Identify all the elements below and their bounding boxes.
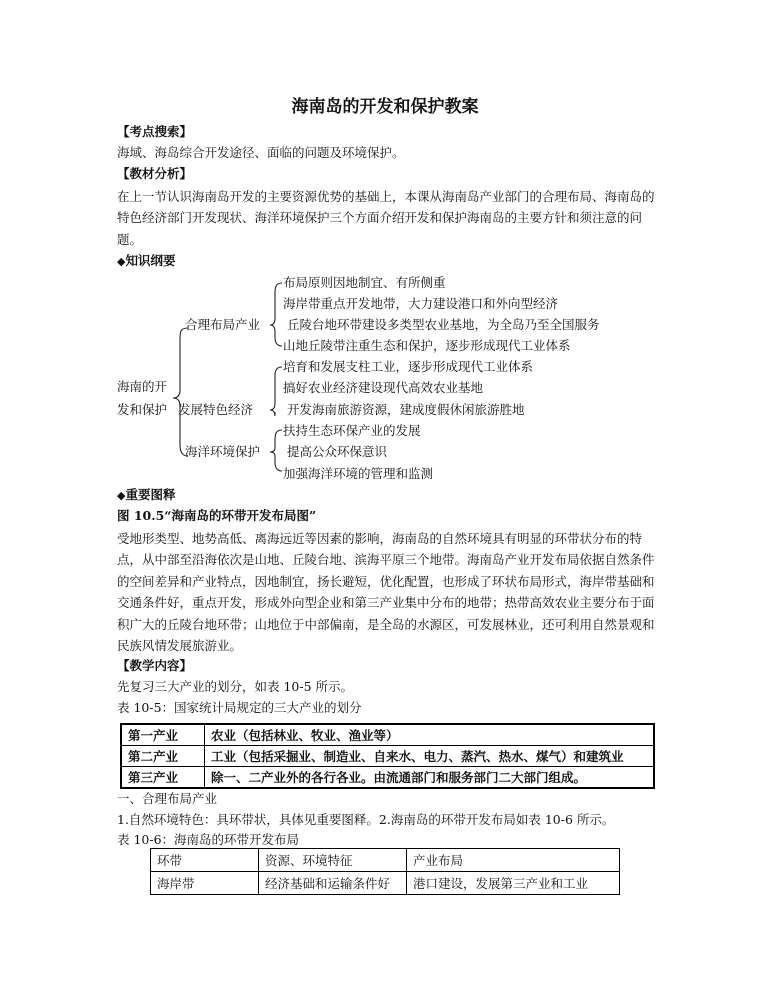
outline-item: 山地丘陵带注重生态和保护，逐步形成现代工业体系 — [283, 338, 571, 353]
outline-item: 布局原则因地制宜、有所侧重 — [283, 275, 446, 290]
table-cell: 农业（包括林业、牧业、渔业等） — [205, 724, 655, 746]
industry-table — [120, 723, 655, 789]
jiaocai-heading: 【教材分析】 — [117, 166, 193, 181]
black-diamond-icon: ◆ — [117, 255, 126, 268]
outline-item: 搞好农业经济建设现代高效农业基地 — [283, 380, 484, 395]
page-title: 海南岛的开发和保护教案 — [291, 97, 479, 117]
black-diamond-icon: ◆ — [117, 489, 126, 502]
outline-item: 开发海南旅游资源，建成度假休闲旅游胜地 — [283, 402, 525, 417]
table-row — [121, 724, 654, 746]
figure-text: 受地形类型、地势高低、离海远近等因素的影响，海南岛的自然环境具有明显的环带状分布的特点，从中部至沿海依次是山地、丘陵台地、滨海平原三个地带。海南岛产业开发布局依据自然条件的空间差异和产业特点，因地制宜，扬长避短，优化配置，也形成了环状布局形式，海岸带基础和交通条件好，重点开发，形成外向型企业和第三产业集中分布的地带；热带高效农业主要分布于面积广大的丘陵台地环带；山地位于中部偏南，是全岛的水源区，可发展林业，还可利用自然景观和民族风情发展旅游业。 — [117, 531, 655, 654]
zhishi-heading-label: 知识纲要 — [125, 253, 176, 268]
neirong-text: 先复习三大产业的划分，如表 10-5 所示。 — [117, 679, 354, 694]
outline-item: 培育和发展支柱工业，逐步形成现代工业体系 — [283, 359, 534, 374]
table2-caption: 表 10-6：海南岛的环带开发布局 — [117, 832, 300, 847]
outline-branch-label: 合理布局产业 — [185, 317, 261, 332]
outline-item: 提高公众环保意识 — [283, 444, 387, 459]
outline-branch-label: 海洋环境保护 — [185, 444, 261, 459]
table-header-row — [151, 849, 620, 872]
table-row — [121, 767, 654, 789]
figure-caption: 图 10.5“海南岛的环带开发布局图” — [117, 508, 317, 523]
table1-caption: 表 10-5：国家统计局规定的三大产业的划分 — [117, 700, 362, 715]
table-cell: 经济基础和运输条件好 — [259, 872, 407, 895]
outline-root-line1: 海南的开 — [117, 379, 168, 394]
tujie-heading — [117, 485, 175, 506]
zone-layout-table — [150, 848, 620, 895]
table-header-cell: 产业布局 — [407, 849, 620, 872]
neirong-heading: 【教学内容】 — [117, 658, 193, 673]
table-cell: 第三产业 — [121, 767, 205, 789]
table-row — [121, 746, 654, 767]
subsection-heading: 一、合理布局产业 — [117, 791, 218, 806]
outline-item: 丘陵台地环带建设多类型农业基地，为全岛乃至全国服务 — [283, 317, 600, 332]
jiaocai-text: 在上一节认识海南岛开发的主要资源优势的基础上，本课从海南岛产业部门的合理布局、海南岛的特色经济部门开发现状、海洋环境保护三个方面介绍开发和保护海南岛的主要方针和须注意的问题。 — [117, 189, 655, 247]
outline-branch-label: 发展特色经济 — [178, 402, 254, 417]
table-cell: 海岸带 — [151, 872, 259, 895]
outline-item: 加强海洋环境的管理和监测 — [283, 466, 434, 481]
table-cell: 第二产业 — [121, 746, 205, 767]
kaodian-heading: 【考点搜索】 — [117, 124, 193, 139]
subsection-text: 1.自然环境特色：具环带状，具体见重要图释。2.海南岛的环带开发布局如表 10-6 所示。 — [117, 812, 615, 827]
outline-root-line2: 发和保护 — [117, 402, 168, 417]
table-row — [151, 872, 620, 895]
table-cell: 港口建设，发展第三产业和工业 — [407, 872, 620, 895]
outline-item: 海岸带重点开发地带，大力建设港口和外向型经济 — [283, 296, 559, 311]
table-cell: 第一产业 — [121, 724, 205, 746]
outline-item: 扶持生态环保产业的发展 — [283, 423, 421, 438]
table-cell: 除一、二产业外的各行各业。由流通部门和服务部门二大部门组成。 — [205, 767, 655, 789]
tujie-heading-label: 重要图释 — [125, 487, 176, 502]
table-cell: 工业（包括采掘业、制造业、自来水、电力、蒸汽、热水、煤气）和建筑业 — [205, 746, 655, 767]
kaodian-text: 海域、海岛综合开发途径、面临的问题及环境保护。 — [117, 145, 405, 160]
table-header-cell: 环带 — [151, 849, 259, 872]
table-header-cell: 资源、环境特征 — [259, 849, 407, 872]
